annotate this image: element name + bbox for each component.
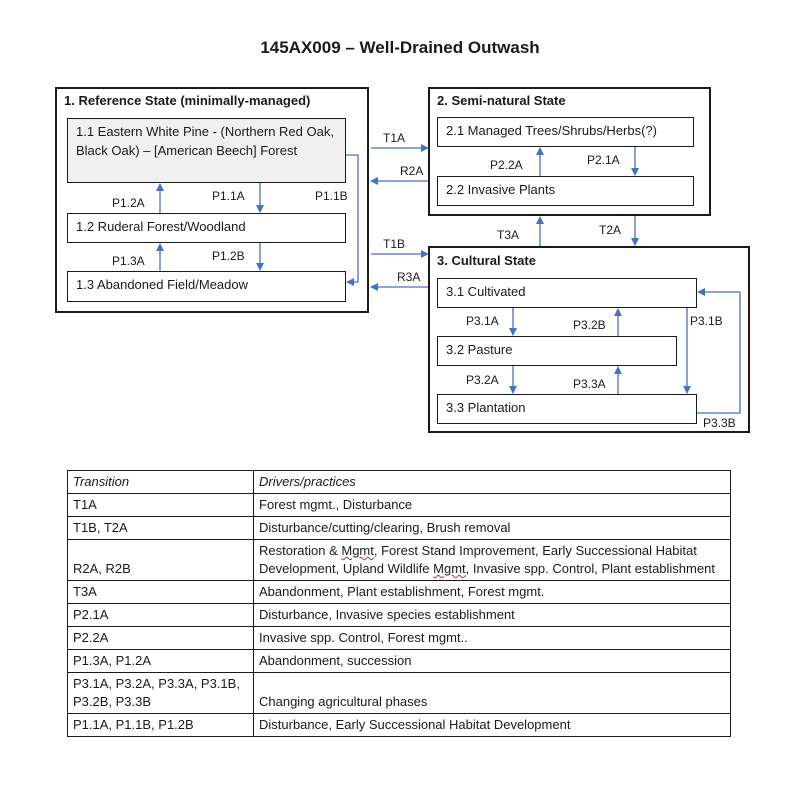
table-row bbox=[68, 517, 731, 540]
cell-transition: T1A bbox=[68, 494, 254, 517]
table-header-row bbox=[68, 471, 731, 494]
label-p3-3b: P3.3B bbox=[703, 416, 736, 430]
table-row bbox=[68, 581, 731, 604]
label-t1b: T1B bbox=[383, 237, 406, 251]
label-p3-1a: P3.1A bbox=[466, 314, 499, 328]
cell-drivers-part: , Forest Stand Improvement, Early Successional Habitat Development, Upland Wildlife bbox=[259, 543, 697, 576]
label-p1-1a: P1.1A bbox=[212, 189, 245, 203]
cell-drivers: Disturbance, Invasive species establishment bbox=[254, 604, 731, 627]
label-p3-2a: P3.2A bbox=[466, 373, 499, 387]
cell-transition: P3.1A, P3.2A, P3.3A, P3.1B, P3.2B, P3.3B bbox=[68, 673, 254, 714]
cell-drivers: Forest mgmt., Disturbance bbox=[254, 494, 731, 517]
cell-drivers: Disturbance/cutting/clearing, Brush removal bbox=[254, 517, 731, 540]
cell-transition: T1B, T2A bbox=[68, 517, 254, 540]
cell-drivers: Abandonment, succession bbox=[254, 650, 731, 673]
table-row bbox=[68, 540, 731, 581]
label-p1-3a: P1.3A bbox=[112, 254, 145, 268]
label-p3-3a: P3.3A bbox=[573, 377, 606, 391]
header-drivers: Drivers/practices bbox=[254, 471, 731, 494]
cultural-state-title: 3. Cultural State bbox=[437, 253, 536, 268]
cell-drivers: Disturbance, Early Successional Habitat Development bbox=[254, 714, 731, 737]
cell-transition: P1.3A, P1.2A bbox=[68, 650, 254, 673]
cell-drivers: Invasive spp. Control, Forest mgmt.. bbox=[254, 627, 731, 650]
label-p2-2a: P2.2A bbox=[490, 158, 523, 172]
reference-state-title: 1. Reference State (minimally-managed) bbox=[64, 93, 311, 108]
phase-1-3: 1.3 Abandoned Field/Meadow bbox=[67, 271, 346, 302]
label-p3-1b: P3.1B bbox=[690, 314, 723, 328]
header-transition: Transition bbox=[68, 471, 254, 494]
semi-natural-state-title: 2. Semi-natural State bbox=[437, 93, 566, 108]
cell-drivers bbox=[254, 540, 731, 581]
diagram-title: 145AX009 – Well-Drained Outwash bbox=[260, 38, 540, 57]
label-t1a: T1A bbox=[383, 131, 406, 145]
cell-transition: T3A bbox=[68, 581, 254, 604]
label-p1-1b: P1.1B bbox=[315, 189, 348, 203]
table-row bbox=[68, 714, 731, 737]
arrow-p1-1b bbox=[346, 155, 358, 282]
table-row bbox=[68, 494, 731, 517]
phase-1-1: 1.1 Eastern White Pine - (Northern Red Oak, Black Oak) – [American Beech] Forest bbox=[67, 118, 346, 183]
label-r2a: R2A bbox=[400, 164, 424, 178]
drivers-table bbox=[67, 470, 731, 737]
cell-transition: P1.1A, P1.1B, P1.2B bbox=[68, 714, 254, 737]
cell-drivers-part: Mgmt bbox=[433, 561, 466, 576]
label-p2-1a: P2.1A bbox=[587, 153, 620, 167]
cell-drivers: Changing agricultural phases bbox=[254, 673, 731, 714]
cell-transition: P2.2A bbox=[68, 627, 254, 650]
label-t3a: T3A bbox=[497, 228, 520, 242]
phase-1-2: 1.2 Ruderal Forest/Woodland bbox=[67, 213, 346, 243]
arrow-p3-3b bbox=[697, 292, 740, 413]
phase-2-2: 2.2 Invasive Plants bbox=[437, 176, 694, 206]
phase-2-1: 2.1 Managed Trees/Shrubs/Herbs(?) bbox=[437, 117, 694, 147]
cell-drivers-part: , Invasive spp. Control, Plant establishment bbox=[465, 561, 715, 576]
label-p3-2b: P3.2B bbox=[573, 318, 606, 332]
phase-3-2: 3.2 Pasture bbox=[437, 336, 677, 366]
phase-3-3: 3.3 Plantation bbox=[437, 394, 697, 424]
cell-drivers-part: Mgmt bbox=[341, 543, 374, 558]
table-row bbox=[68, 673, 731, 714]
label-t2a: T2A bbox=[599, 223, 622, 237]
cell-drivers: Abandonment, Plant establishment, Forest mgmt. bbox=[254, 581, 731, 604]
cell-transition: P2.1A bbox=[68, 604, 254, 627]
label-p1-2a: P1.2A bbox=[112, 196, 145, 210]
table-row bbox=[68, 650, 731, 673]
table-row bbox=[68, 604, 731, 627]
cell-drivers-part: Restoration & bbox=[259, 543, 342, 558]
cell-transition: R2A, R2B bbox=[68, 540, 254, 581]
phase-3-1: 3.1 Cultivated bbox=[437, 278, 697, 308]
table-row bbox=[68, 627, 731, 650]
label-p1-2b: P1.2B bbox=[212, 249, 245, 263]
label-r3a: R3A bbox=[397, 270, 421, 284]
